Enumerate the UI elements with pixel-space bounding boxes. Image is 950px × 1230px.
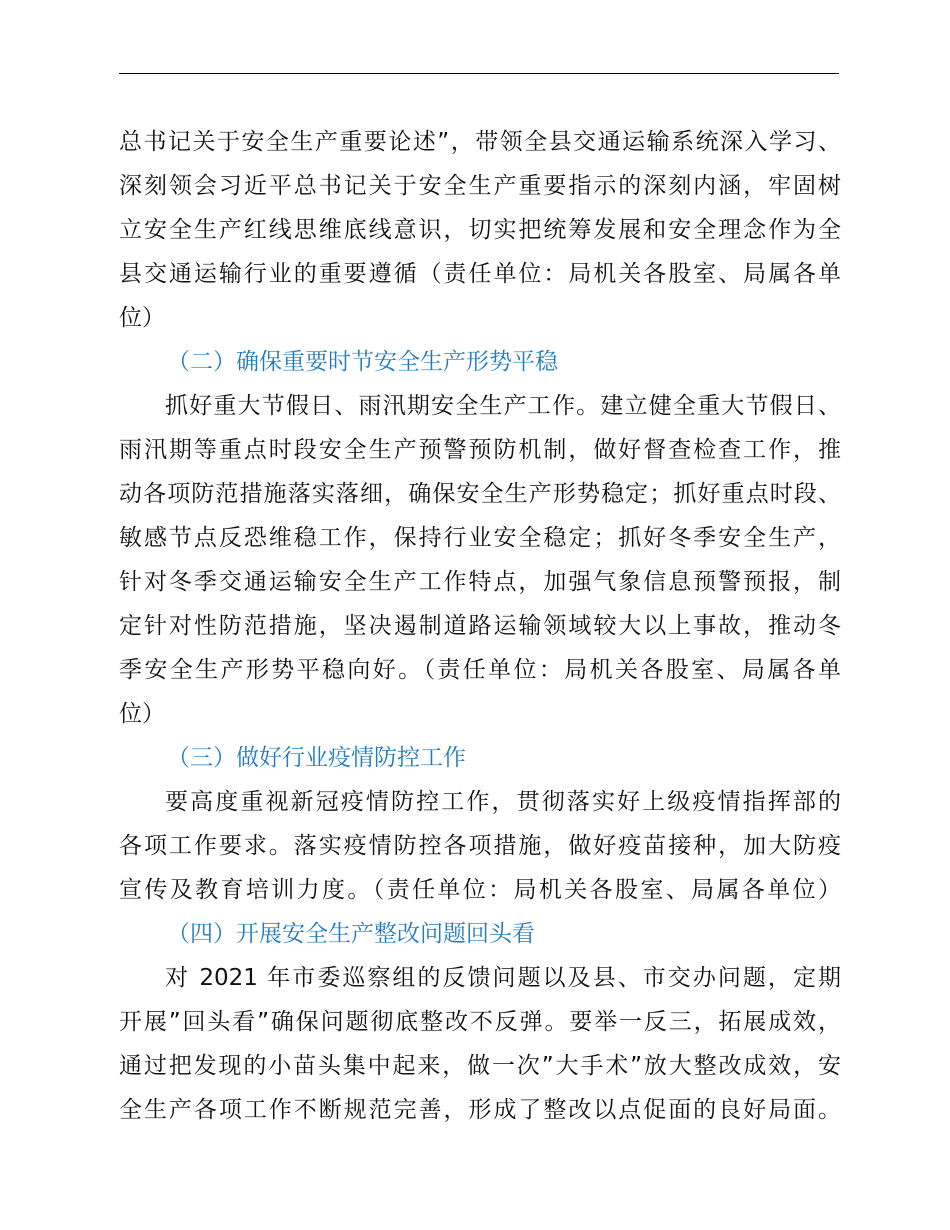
body-line: 开展”回头看”确保问题彻底整改不反弹。要举一反三，拓展成效，	[119, 1009, 841, 1035]
body-line: 通过把发现的小苗头集中起来，做一次”大手术”放大整改成效，安	[119, 1053, 841, 1079]
body-line: 敏感节点反恐维稳工作，保持行业安全稳定；抓好冬季安全生产，	[119, 525, 841, 551]
body-line: 总书记关于安全生产重要论述”，带领全县交通运输系统深入学习、	[119, 129, 841, 155]
section-heading: （三）做好行业疫情防控工作	[167, 745, 466, 771]
body-line: 对 2021 年市委巡察组的反馈问题以及县、市交办问题，定期	[165, 965, 841, 991]
body-line: 抓好重大节假日、雨汛期安全生产工作。建立健全重大节假日、	[165, 393, 841, 419]
section-heading: （二）确保重要时节安全生产形势平稳	[167, 349, 558, 375]
body-line: 定针对性防范措施，坚决遏制道路运输领域较大以上事故，推动冬	[119, 613, 841, 639]
section-4	[119, 912, 841, 1132]
body-line: 动各项防范措施落实落细，确保安全生产形势稳定；抓好重点时段、	[119, 481, 841, 507]
intro-paragraph	[119, 120, 841, 340]
body-line: 立安全生产红线思维底线意识，切实把统筹发展和安全理念作为全	[119, 217, 841, 243]
body-line: 各项工作要求。落实疫情防控各项措施，做好疫苗接种，加大防疫	[119, 833, 841, 859]
body-line: 雨汛期等重点时段安全生产预警预防机制，做好督查检查工作，推	[119, 437, 841, 463]
body-line: 深刻领会习近平总书记关于安全生产重要指示的深刻内涵，牢固树	[119, 173, 841, 199]
section-3	[119, 736, 841, 912]
section-heading: （四）开展安全生产整改问题回头看	[167, 921, 535, 947]
body-line: 位）	[119, 701, 165, 727]
section-2	[119, 340, 841, 736]
body-line: 宣传及教育培训力度。（责任单位：局机关各股室、局属各单位）	[119, 877, 841, 903]
document-body	[119, 120, 841, 1132]
body-line: 针对冬季交通运输安全生产工作特点，加强气象信息预警预报，制	[119, 569, 841, 595]
body-line: 位）	[119, 305, 165, 331]
body-line: 季安全生产形势平稳向好。（责任单位：局机关各股室、局属各单	[119, 657, 841, 683]
header-rule	[119, 73, 839, 74]
body-line: 要高度重视新冠疫情防控工作，贯彻落实好上级疫情指挥部的	[165, 789, 841, 815]
body-line: 县交通运输行业的重要遵循（责任单位：局机关各股室、局属各单	[119, 261, 841, 287]
body-line: 全生产各项工作不断规范完善，形成了整改以点促面的良好局面。	[119, 1097, 841, 1123]
